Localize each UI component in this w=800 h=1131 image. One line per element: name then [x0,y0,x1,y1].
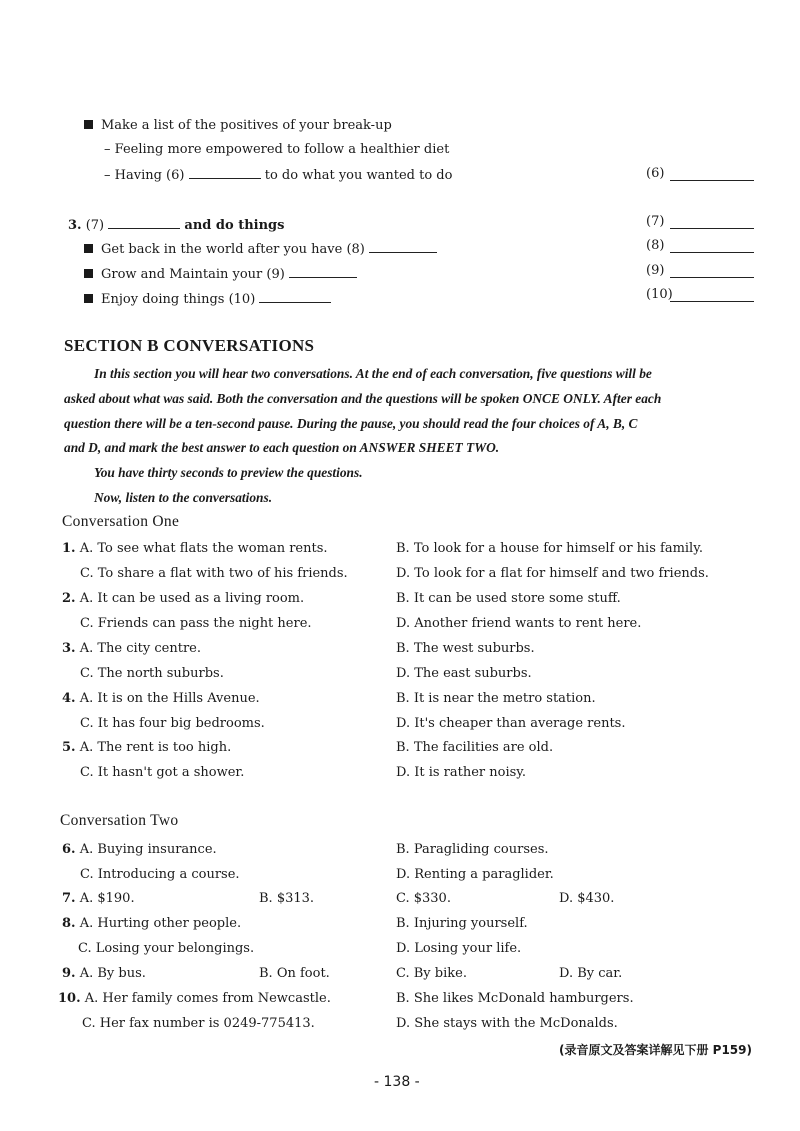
page-number: - 138 - [374,1074,420,1090]
choice-8d[interactable]: D. Losing your life. [396,941,522,956]
choice-3c[interactable]: C. The north suburbs. [80,666,224,681]
outline-dash-1: – Feeling more empowered to follow a healthier diet [104,142,450,157]
blank-10[interactable] [259,290,331,303]
choice-1a[interactable]: A. To see what flats the woman rents. [79,541,328,556]
question-2: 2. A. It can be used as a living room. [62,591,305,606]
choice-5d[interactable]: D. It is rather noisy. [396,765,527,780]
choice-7b[interactable]: B. $313. [259,891,315,906]
answer-label-8: (8) [646,238,665,253]
choice-2b[interactable]: B. It can be used store some stuff. [396,591,621,606]
choice-3a[interactable]: A. The city centre. [79,641,201,656]
instruction-line-3: question there will be a ten-second pause. During the pause, you should read the four choices of A, B, C [64,416,638,431]
choice-2d[interactable]: D. Another friend wants to rent here. [396,616,642,631]
conversation-two-title: Conversation Two [60,812,179,829]
choice-4b[interactable]: B. It is near the metro station. [396,691,596,706]
choice-5a[interactable]: A. The rent is too high. [79,740,232,755]
choice-9a[interactable]: A. By bus. [79,966,146,981]
choice-5b[interactable]: B. The facilities are old. [396,740,554,755]
section-b-title: SECTION B CONVERSATIONS [64,336,315,355]
question-3: 3. A. The city centre. [62,641,201,656]
choice-6a[interactable]: A. Buying insurance. [79,842,217,857]
blank-6[interactable] [189,166,261,179]
instruction-line-4: and D, and mark the best answer to each question on ANSWER SHEET TWO. [64,440,500,455]
choice-2a[interactable]: A. It can be used as a living room. [79,591,305,606]
choice-1d[interactable]: D. To look for a flat for himself and two friends. [396,566,709,581]
answer-label-6: (6) [646,166,665,181]
choice-8b[interactable]: B. Injuring yourself. [396,916,528,931]
choice-4a[interactable]: A. It is on the Hills Avenue. [79,691,260,706]
choice-3d[interactable]: D. The east suburbs. [396,666,532,681]
question-7: 7. A. $190. [62,891,135,906]
outline-bullet-1: Make a list of the positives of your break-up [84,118,392,134]
answer-line-7[interactable] [670,214,754,229]
question-10: 10. A. Her family comes from Newcastle. [58,991,331,1006]
choice-9c[interactable]: C. By bike. [396,966,467,981]
choice-6b[interactable]: B. Paragliding courses. [396,842,549,857]
answer-label-9: (9) [646,263,665,278]
square-bullet-icon [84,244,93,253]
choice-8c[interactable]: C. Losing your belongings. [78,941,255,956]
square-bullet-icon [84,294,93,303]
answer-label-7: (7) [646,214,665,229]
choice-1c[interactable]: C. To share a flat with two of his friends. [80,566,348,581]
choice-9b[interactable]: B. On foot. [259,966,330,981]
choice-8a[interactable]: A. Hurting other people. [79,916,242,931]
outline-bullet-3: Grow and Maintain your (9) [84,265,357,283]
question-4: 4. A. It is on the Hills Avenue. [62,691,260,706]
question-9: 9. A. By bus. [62,966,146,981]
conversation-one-title: Conversation One [62,513,180,530]
choice-6c[interactable]: C. Introducing a course. [80,867,240,882]
outline-dash-2: – Having (6) to do what you wanted to do [104,168,453,183]
question-6: 6. A. Buying insurance. [62,842,217,857]
choice-4c[interactable]: C. It has four big bedrooms. [80,716,265,731]
preview-note: You have thirty seconds to preview the questions. [94,465,363,480]
choice-2c[interactable]: C. Friends can pass the night here. [80,616,312,631]
blank-8[interactable] [369,240,437,253]
outline-item-3: 3. (7) and do things [68,218,285,233]
answer-line-8[interactable] [670,238,754,253]
listen-note: Now, listen to the conversations. [94,490,273,505]
question-8: 8. A. Hurting other people. [62,916,242,931]
blank-7[interactable] [108,216,180,229]
choice-10d[interactable]: D. She stays with the McDonalds. [396,1016,618,1031]
instruction-line-1: In this section you will hear two conversations. At the end of each conversation, five questions will be [94,366,652,381]
answer-line-6[interactable] [670,166,754,181]
question-1: 1. A. To see what flats the woman rents. [62,541,328,556]
answer-line-10[interactable] [670,287,754,302]
choice-4d[interactable]: D. It's cheaper than average rents. [396,716,626,731]
blank-9[interactable] [289,265,357,278]
square-bullet-icon [84,120,93,129]
choice-7c[interactable]: C. $330. [396,891,451,906]
square-bullet-icon [84,269,93,278]
instruction-line-2: asked about what was said. Both the conversation and the questions will be spoken ONCE ONLY. After each [64,391,662,406]
choice-5c[interactable]: C. It hasn't got a shower. [80,765,245,780]
outline-bullet-4: Enjoy doing things (10) [84,290,331,308]
outline-bullet-2: Get back in the world after you have (8) [84,240,437,258]
choice-1b[interactable]: B. To look for a house for himself or his family. [396,541,703,556]
choice-10c[interactable]: C. Her fax number is 0249-775413. [82,1016,315,1031]
question-5: 5. A. The rent is too high. [62,740,232,755]
choice-3b[interactable]: B. The west suburbs. [396,641,535,656]
answer-label-10: (10) [646,287,673,302]
answer-line-9[interactable] [670,263,754,278]
answer-reference-note: (录音原文及答案详解见下册 P159) [559,1043,752,1057]
choice-6d[interactable]: D. Renting a paraglider. [396,867,554,882]
choice-10a[interactable]: A. Her family comes from Newcastle. [84,991,331,1006]
choice-9d[interactable]: D. By car. [559,966,623,981]
choice-7d[interactable]: D. $430. [559,891,615,906]
choice-7a[interactable]: A. $190. [79,891,135,906]
choice-10b[interactable]: B. She likes McDonald hamburgers. [396,991,634,1006]
